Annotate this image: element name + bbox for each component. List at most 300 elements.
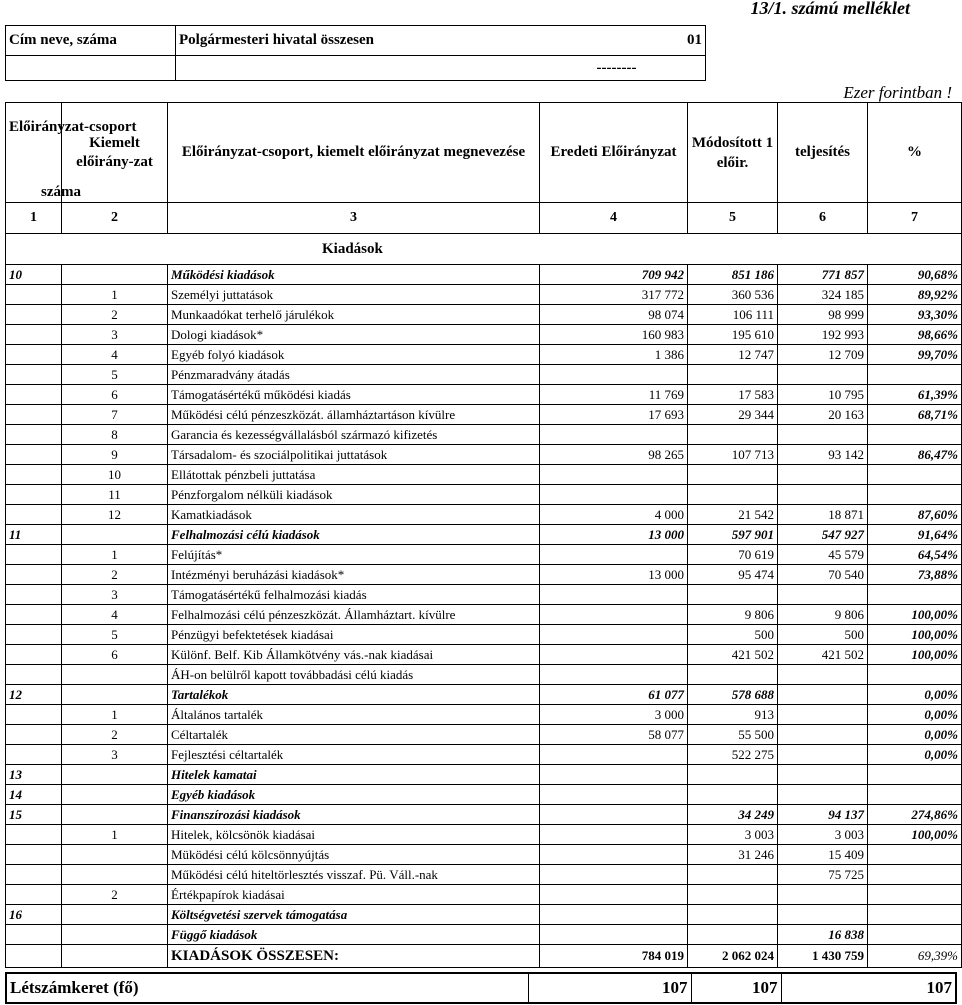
- table-row: [6, 905, 962, 925]
- row-group-number: [6, 285, 62, 305]
- row-name: Felújítás*: [168, 545, 540, 565]
- row-original: [540, 805, 688, 825]
- row-group-number: [6, 845, 62, 865]
- row-actual: 15 409: [778, 845, 868, 865]
- row-kiemelt-number: 2: [62, 885, 168, 905]
- row-group-number: [6, 325, 62, 345]
- table-row: [6, 385, 962, 405]
- total-modified: 2 062 024: [688, 945, 778, 968]
- row-name: Fejlesztési céltartalék: [168, 745, 540, 765]
- row-original: 4 000: [540, 505, 688, 525]
- row-kiemelt-number: 3: [62, 585, 168, 605]
- row-percent: 93,30%: [868, 305, 962, 325]
- row-percent: [868, 425, 962, 445]
- row-modified: [688, 425, 778, 445]
- row-kiemelt-number: [62, 765, 168, 785]
- col-name-header: Előirányzat-csoport, kiemelt előirányzat megnevezése: [168, 103, 540, 203]
- row-original: [540, 825, 688, 845]
- row-group-number: [6, 545, 62, 565]
- row-name: Müködési célú kölcsönnyújtás: [168, 845, 540, 865]
- row-name: Általános tartalék: [168, 705, 540, 725]
- headcount-modified: 107: [691, 973, 781, 1003]
- row-actual: [778, 725, 868, 745]
- row-original: [540, 865, 688, 885]
- row-kiemelt-number: [62, 905, 168, 925]
- row-percent: [868, 665, 962, 685]
- row-actual: [778, 665, 868, 685]
- table-row: [6, 725, 962, 745]
- row-actual: 75 725: [778, 865, 868, 885]
- total-actual: 1 430 759: [778, 945, 868, 968]
- row-kiemelt-number: 6: [62, 645, 168, 665]
- row-modified: 522 275: [688, 745, 778, 765]
- row-percent: 99,70%: [868, 345, 962, 365]
- row-actual: 324 185: [778, 285, 868, 305]
- row-name: Felhalmozási célú pénzeszközát. Államháztart. kívülre: [168, 605, 540, 625]
- row-kiemelt-number: 8: [62, 425, 168, 445]
- row-kiemelt-number: 2: [62, 565, 168, 585]
- row-actual: [778, 425, 868, 445]
- row-name: Támogatásértékű működési kiadás: [168, 385, 540, 405]
- row-group-number: 15: [6, 805, 62, 825]
- col-original-header: Eredeti Előirányzat: [540, 103, 688, 203]
- row-original: [540, 765, 688, 785]
- row-group-number: 16: [6, 905, 62, 925]
- row-original: [540, 585, 688, 605]
- row-actual: 20 163: [778, 405, 868, 425]
- row-original: 13 000: [540, 565, 688, 585]
- row-percent: [868, 925, 962, 945]
- row-kiemelt-number: 1: [62, 285, 168, 305]
- row-kiemelt-number: 1: [62, 705, 168, 725]
- col-modified-header: Módosított 1 előir.: [688, 103, 778, 203]
- row-percent: 73,88%: [868, 565, 962, 585]
- row-kiemelt-number: [62, 845, 168, 865]
- row-actual: [778, 885, 868, 905]
- row-group-number: [6, 345, 62, 365]
- row-modified: [688, 885, 778, 905]
- row-modified: [688, 905, 778, 925]
- row-group-number: [6, 445, 62, 465]
- row-modified: [688, 865, 778, 885]
- row-name: Céltartalék: [168, 725, 540, 745]
- table-row: [6, 585, 962, 605]
- row-original: [540, 885, 688, 905]
- unit-note: Ezer forintban !: [843, 83, 952, 102]
- row-percent: [868, 865, 962, 885]
- row-modified: 360 536: [688, 285, 778, 305]
- col-group-header-bottom: száma: [41, 183, 81, 200]
- total-original: 784 019: [540, 945, 688, 968]
- row-actual: 93 142: [778, 445, 868, 465]
- table-row: [6, 365, 962, 385]
- row-kiemelt-number: 10: [62, 465, 168, 485]
- table-row: [6, 745, 962, 765]
- row-name: Személyi juttatások: [168, 285, 540, 305]
- table-row: [6, 645, 962, 665]
- org-name: Polgármesteri hivatal összesen: [176, 26, 676, 56]
- document-title: 13/1. számú melléklet: [750, 0, 910, 18]
- col-kiemelt-header: Kiemelt előirány-zat: [62, 103, 168, 203]
- row-original: 13 000: [540, 525, 688, 545]
- row-modified: 106 111: [688, 305, 778, 325]
- row-modified: [688, 585, 778, 605]
- headcount-actual: 107: [781, 973, 956, 1003]
- row-percent: 100,00%: [868, 625, 962, 645]
- row-name: Felhalmozási célú kiadások: [168, 525, 540, 545]
- row-kiemelt-number: [62, 265, 168, 285]
- row-group-number: [6, 745, 62, 765]
- row-group-number: [6, 465, 62, 485]
- row-name: Tartalékok: [168, 685, 540, 705]
- row-kiemelt-number: [62, 925, 168, 945]
- table-row: [6, 885, 962, 905]
- row-percent: 89,92%: [868, 285, 962, 305]
- row-group-number: 13: [6, 765, 62, 785]
- row-kiemelt-number: 12: [62, 505, 168, 525]
- dashes: --------: [676, 56, 706, 81]
- row-percent: [868, 905, 962, 925]
- row-group-number: [6, 385, 62, 405]
- table-row: [6, 565, 962, 585]
- row-percent: 100,00%: [868, 825, 962, 845]
- row-group-number: [6, 645, 62, 665]
- row-kiemelt-number: 1: [62, 545, 168, 565]
- row-name: Támogatásértékű felhalmozási kiadás: [168, 585, 540, 605]
- row-modified: 421 502: [688, 645, 778, 665]
- row-name: Dologi kiadások*: [168, 325, 540, 345]
- row-name: Függő kiadások: [168, 925, 540, 945]
- table-row: [6, 605, 962, 625]
- row-kiemelt-number: 5: [62, 365, 168, 385]
- row-group-number: [6, 425, 62, 445]
- row-name: Pénzmaradvány átadás: [168, 365, 540, 385]
- row-kiemelt-number: [62, 805, 168, 825]
- row-name: Ellátottak pénzbeli juttatása: [168, 465, 540, 485]
- row-actual: 18 871: [778, 505, 868, 525]
- row-actual: 70 540: [778, 565, 868, 585]
- table-row: [6, 465, 962, 485]
- budget-table: [5, 102, 962, 968]
- row-name: Munkaadókat terhelő járulékok: [168, 305, 540, 325]
- table-row: [6, 525, 962, 545]
- row-actual: 421 502: [778, 645, 868, 665]
- row-name: ÁH-on belülről kapott továbbadási célú kiadás: [168, 665, 540, 685]
- row-modified: [688, 765, 778, 785]
- table-row: [6, 325, 962, 345]
- row-group-number: [6, 485, 62, 505]
- row-name: Társadalom- és szociálpolitikai juttatások: [168, 445, 540, 465]
- row-original: [540, 625, 688, 645]
- section-title: Kiadások: [6, 234, 962, 265]
- row-group-number: [6, 865, 62, 885]
- row-name: Értékpapírok kiadásai: [168, 885, 540, 905]
- table-row: [6, 845, 962, 865]
- row-percent: [868, 485, 962, 505]
- row-modified: 500: [688, 625, 778, 645]
- row-modified: [688, 925, 778, 945]
- row-group-number: [6, 725, 62, 745]
- row-name: Egyéb kiadások: [168, 785, 540, 805]
- row-original: [540, 465, 688, 485]
- table-row: [6, 265, 962, 285]
- row-kiemelt-number: 6: [62, 385, 168, 405]
- row-name: Működési célú pénzeszközát. államháztartáson kívülre: [168, 405, 540, 425]
- row-actual: [778, 745, 868, 765]
- row-original: 61 077: [540, 685, 688, 705]
- row-kiemelt-number: 2: [62, 305, 168, 325]
- row-original: 317 772: [540, 285, 688, 305]
- row-percent: 61,39%: [868, 385, 962, 405]
- table-row: [6, 865, 962, 885]
- row-actual: [778, 365, 868, 385]
- row-name: Intézményi beruházási kiadások*: [168, 565, 540, 585]
- row-actual: 94 137: [778, 805, 868, 825]
- row-percent: 100,00%: [868, 605, 962, 625]
- row-percent: [868, 845, 962, 865]
- row-modified: 29 344: [688, 405, 778, 425]
- row-original: 709 942: [540, 265, 688, 285]
- row-original: [540, 745, 688, 765]
- row-modified: [688, 365, 778, 385]
- row-percent: 0,00%: [868, 745, 962, 765]
- row-name: Működési kiadások: [168, 265, 540, 285]
- table-row: [6, 625, 962, 645]
- row-group-number: [6, 305, 62, 325]
- row-kiemelt-number: 3: [62, 325, 168, 345]
- row-modified: 55 500: [688, 725, 778, 745]
- row-original: [540, 905, 688, 925]
- row-actual: [778, 905, 868, 925]
- table-row: [6, 545, 962, 565]
- row-group-number: [6, 925, 62, 945]
- row-kiemelt-number: 4: [62, 605, 168, 625]
- row-modified: 70 619: [688, 545, 778, 565]
- row-modified: [688, 465, 778, 485]
- row-group-number: [6, 705, 62, 725]
- row-original: 98 074: [540, 305, 688, 325]
- row-name: Működési célú hiteltörlesztés visszaf. Pü. Váll.-nak: [168, 865, 540, 885]
- row-original: [540, 845, 688, 865]
- table-row: [6, 785, 962, 805]
- row-percent: 98,66%: [868, 325, 962, 345]
- table-row: [6, 685, 962, 705]
- row-percent: 86,47%: [868, 445, 962, 465]
- row-percent: 100,00%: [868, 645, 962, 665]
- row-percent: 274,86%: [868, 805, 962, 825]
- row-modified: [688, 785, 778, 805]
- table-row: [6, 305, 962, 325]
- row-modified: 21 542: [688, 505, 778, 525]
- row-actual: 45 579: [778, 545, 868, 565]
- column-number-row: 1 2 3 4 5 6 7: [6, 203, 962, 234]
- row-group-number: [6, 825, 62, 845]
- row-modified: 12 747: [688, 345, 778, 365]
- table-row: [6, 505, 962, 525]
- row-group-number: 12: [6, 685, 62, 705]
- row-kiemelt-number: 5: [62, 625, 168, 645]
- row-modified: 597 901: [688, 525, 778, 545]
- row-actual: [778, 685, 868, 705]
- table-row: [6, 825, 962, 845]
- row-kiemelt-number: [62, 525, 168, 545]
- row-percent: [868, 765, 962, 785]
- table-row: [6, 445, 962, 465]
- row-name: Pénzügyi befektetések kiadásai: [168, 625, 540, 645]
- row-original: [540, 925, 688, 945]
- table-row: [6, 405, 962, 425]
- row-kiemelt-number: [62, 665, 168, 685]
- row-percent: [868, 885, 962, 905]
- table-row: [6, 765, 962, 785]
- row-kiemelt-number: 9: [62, 445, 168, 465]
- row-modified: 3 003: [688, 825, 778, 845]
- row-original: 11 769: [540, 385, 688, 405]
- row-actual: 771 857: [778, 265, 868, 285]
- row-kiemelt-number: [62, 685, 168, 705]
- row-original: 160 983: [540, 325, 688, 345]
- row-original: [540, 665, 688, 685]
- table-row: [6, 805, 962, 825]
- headcount-label: Létszámkeret (fő): [6, 973, 528, 1003]
- row-modified: 17 583: [688, 385, 778, 405]
- table-row: [6, 345, 962, 365]
- row-percent: 68,71%: [868, 405, 962, 425]
- row-actual: 9 806: [778, 605, 868, 625]
- row-modified: [688, 665, 778, 685]
- row-actual: 12 709: [778, 345, 868, 365]
- row-kiemelt-number: [62, 785, 168, 805]
- row-kiemelt-number: 7: [62, 405, 168, 425]
- row-modified: [688, 485, 778, 505]
- row-name: Egyéb folyó kiadások: [168, 345, 540, 365]
- row-kiemelt-number: 3: [62, 745, 168, 765]
- row-actual: [778, 485, 868, 505]
- row-modified: 9 806: [688, 605, 778, 625]
- row-original: [540, 425, 688, 445]
- row-actual: [778, 465, 868, 485]
- row-modified: 34 249: [688, 805, 778, 825]
- row-kiemelt-number: [62, 865, 168, 885]
- row-original: 58 077: [540, 725, 688, 745]
- row-group-number: [6, 405, 62, 425]
- org-code: 01: [676, 26, 706, 56]
- col-actual-header: teljesítés: [778, 103, 868, 203]
- table-row: [6, 925, 962, 945]
- row-kiemelt-number: 1: [62, 825, 168, 845]
- row-name: Költségvetési szervek támogatása: [168, 905, 540, 925]
- row-percent: 64,54%: [868, 545, 962, 565]
- row-modified: 31 246: [688, 845, 778, 865]
- budget-rows: [6, 265, 962, 945]
- row-original: 1 386: [540, 345, 688, 365]
- row-kiemelt-number: 2: [62, 725, 168, 745]
- row-group-number: 14: [6, 785, 62, 805]
- row-group-number: 11: [6, 525, 62, 545]
- row-percent: [868, 365, 962, 385]
- table-row: [6, 425, 962, 445]
- headcount-table: [5, 972, 957, 1004]
- table-row: [6, 665, 962, 685]
- row-percent: 0,00%: [868, 685, 962, 705]
- row-name: Hitelek kamatai: [168, 765, 540, 785]
- header-table: [5, 25, 956, 81]
- row-name: Garancia és kezességvállalásból származó kifizetés: [168, 425, 540, 445]
- row-group-number: [6, 585, 62, 605]
- table-row: [6, 705, 962, 725]
- row-percent: [868, 585, 962, 605]
- row-actual: 10 795: [778, 385, 868, 405]
- row-modified: 578 688: [688, 685, 778, 705]
- total-row: [6, 945, 962, 968]
- row-name: Pénzforgalom nélküli kiadások: [168, 485, 540, 505]
- row-original: [540, 485, 688, 505]
- col-percent-header: %: [868, 103, 962, 203]
- row-percent: 0,00%: [868, 705, 962, 725]
- row-original: [540, 645, 688, 665]
- row-group-number: [6, 665, 62, 685]
- row-original: [540, 545, 688, 565]
- row-original: [540, 365, 688, 385]
- row-percent: 87,60%: [868, 505, 962, 525]
- total-percent: 69,39%: [868, 945, 962, 968]
- row-name: Különf. Belf. Kib Államkötvény vás.-nak kiadásai: [168, 645, 540, 665]
- row-name: Kamatkiadások: [168, 505, 540, 525]
- row-group-number: [6, 505, 62, 525]
- row-modified: 913: [688, 705, 778, 725]
- row-modified: 195 610: [688, 325, 778, 345]
- row-actual: [778, 765, 868, 785]
- row-percent: [868, 785, 962, 805]
- row-original: [540, 605, 688, 625]
- org-label: Cím neve, száma: [6, 26, 176, 56]
- row-original: 3 000: [540, 705, 688, 725]
- row-name: Hitelek, kölcsönök kiadásai: [168, 825, 540, 845]
- row-percent: [868, 465, 962, 485]
- table-row: [6, 285, 962, 305]
- row-modified: 107 713: [688, 445, 778, 465]
- row-original: 98 265: [540, 445, 688, 465]
- row-group-number: [6, 605, 62, 625]
- row-actual: [778, 585, 868, 605]
- row-actual: 3 003: [778, 825, 868, 845]
- row-group-number: [6, 625, 62, 645]
- row-percent: 90,68%: [868, 265, 962, 285]
- col-group-header: Előirányzat-csoport: [6, 103, 62, 183]
- row-actual: 16 838: [778, 925, 868, 945]
- row-percent: 0,00%: [868, 725, 962, 745]
- table-row: [6, 485, 962, 505]
- row-actual: [778, 705, 868, 725]
- row-group-number: [6, 885, 62, 905]
- row-name: Finanszírozási kiadások: [168, 805, 540, 825]
- row-original: 17 693: [540, 405, 688, 425]
- headcount-original: 107: [528, 973, 691, 1003]
- row-actual: 547 927: [778, 525, 868, 545]
- row-kiemelt-number: 11: [62, 485, 168, 505]
- row-actual: 192 993: [778, 325, 868, 345]
- total-label: KIADÁSOK ÖSSZESEN:: [168, 945, 540, 968]
- row-group-number: [6, 365, 62, 385]
- row-modified: 95 474: [688, 565, 778, 585]
- row-actual: [778, 785, 868, 805]
- row-original: [540, 785, 688, 805]
- row-percent: 91,64%: [868, 525, 962, 545]
- row-group-number: [6, 565, 62, 585]
- row-kiemelt-number: 4: [62, 345, 168, 365]
- row-group-number: 10: [6, 265, 62, 285]
- row-actual: 500: [778, 625, 868, 645]
